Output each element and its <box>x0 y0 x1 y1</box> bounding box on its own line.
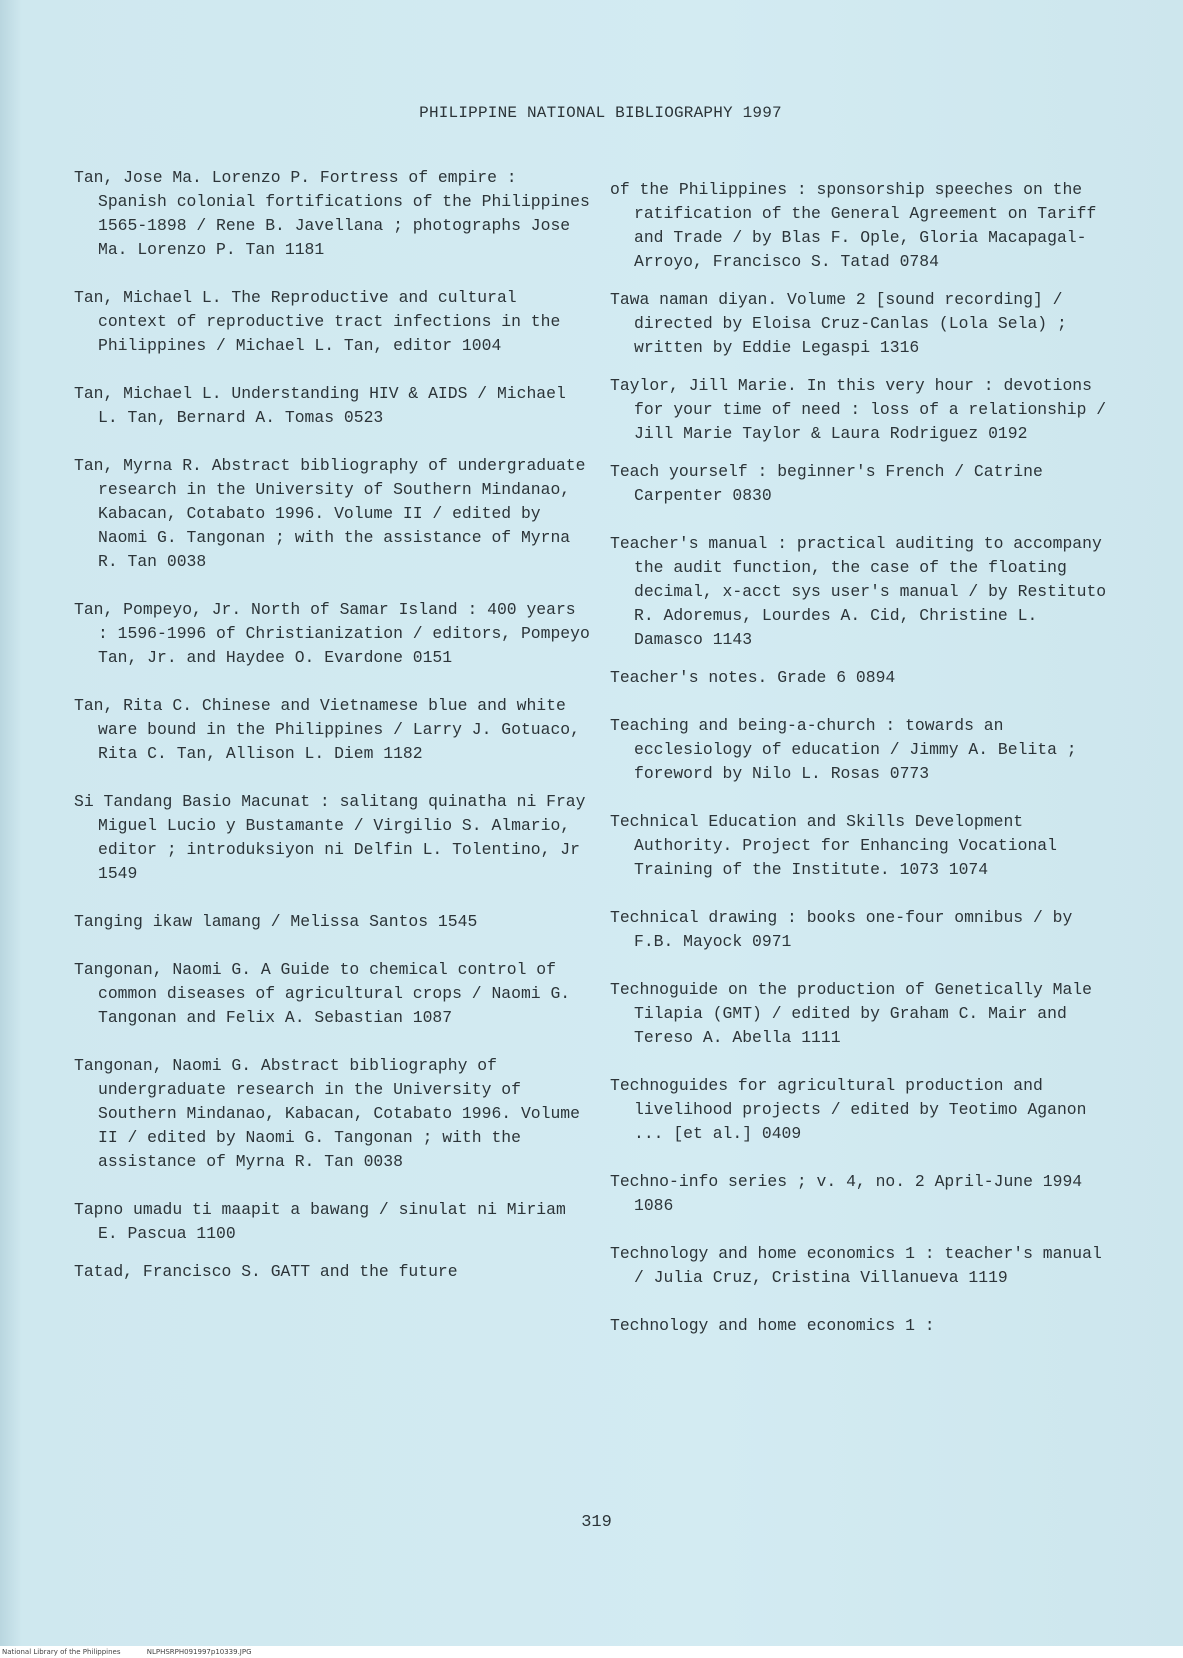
bibliography-entry: Technology and home economics 1 : <box>610 1316 935 1335</box>
bibliography-entry: Tangonan, Naomi G. Abstract bibliography of undergraduate research in the University of Southern Mindanao, Kabacan, Cotabato 1996. Volume II / edited by Naomi G. Tangonan ; with the assistance of Myrna R. Tan 0038 <box>74 1056 580 1171</box>
bibliography-entry: Technology and home economics 1 : teacher's manual / Julia Cruz, Cristina Villanueva 1119 <box>610 1244 1102 1287</box>
file-id: NLPHSRPH091997p10339.JPG <box>146 1648 252 1656</box>
bibliography-entry: Teaching and being-a-church : towards an ecclesiology of education / Jimmy A. Belita ; foreword by Nilo L. Rosas 0773 <box>610 716 1077 783</box>
bibliography-entry: Teacher's manual : practical auditing to accompany the audit function, the case of the floating decimal, x-acct sys user's manual / by Restituto R. Adoremus, Lourdes A. Cid, Christine L. Damasco 1143 <box>610 534 1107 649</box>
scan-footer <box>0 1646 1183 1658</box>
bibliography-entry: Technical Education and Skills Development Authority. Project for Enhancing Vocational Training of the Institute. 1073 1074 <box>610 812 1057 879</box>
right-column <box>610 178 1110 1362</box>
bibliography-entry: of the Philippines : sponsorship speeches on the ratification of the General Agreement on Tariff and Trade / by Blas F. Ople, Gloria Macapagal-Arroyo, Francisco S. Tatad 0784 <box>610 180 1097 271</box>
bibliography-entry: Tangonan, Naomi G. A Guide to chemical control of common diseases of agricultural crops / Naomi G. Tangonan and Felix A. Sebastian 1087 <box>74 960 571 1027</box>
page-title: PHILIPPINE NATIONAL BIBLIOGRAPHY 1997 <box>419 104 782 122</box>
bibliography-entry: Si Tandang Basio Macunat : salitang quinatha ni Fray Miguel Lucio y Bustamante / Virgilio S. Almario, editor ; introduksiyon ni Delfin L. Tolentino, Jr 1549 <box>74 792 586 883</box>
bibliography-entry: Taylor, Jill Marie. In this very hour : devotions for your time of need : loss of a relationship / Jill Marie Taylor & Laura Rodriguez 0192 <box>610 376 1107 443</box>
left-column <box>74 166 594 1308</box>
bibliography-entry: Technoguides for agricultural production and livelihood projects / edited by Teotimo Aganon ... [et al.] 0409 <box>610 1076 1087 1143</box>
bibliography-entry: Teacher's notes. Grade 6 0894 <box>610 668 896 687</box>
bibliography-entry: Tan, Michael L. Understanding HIV & AIDS / Michael L. Tan, Bernard A. Tomas 0523 <box>74 384 566 427</box>
bibliography-entry: Tanging ikaw lamang / Melissa Santos 1545 <box>74 912 478 931</box>
bibliography-entry: Tan, Michael L. The Reproductive and cultural context of reproductive tract infections in the Philippines / Michael L. Tan, editor 1004 <box>74 288 561 355</box>
bibliography-entry: Tan, Myrna R. Abstract bibliography of undergraduate research in the University of Southern Mindanao, Kabacan, Cotabato 1996. Volume II / edited by Naomi G. Tangonan ; with the assistance of Myrna R. Tan 0038 <box>74 456 586 571</box>
bibliography-entry: Tan, Rita C. Chinese and Vietnamese blue and white ware bound in the Philippines / Larry J. Gotuaco, Rita C. Tan, Allison L. Diem 1182 <box>74 696 580 763</box>
bibliography-entry: Tapno umadu ti maapit a bawang / sinulat ni Miriam E. Pascua 1100 <box>74 1200 566 1243</box>
bibliography-entry: Tan, Pompeyo, Jr. North of Samar Island : 400 years : 1596-1996 of Christianization / editors, Pompeyo Tan, Jr. and Haydee O. Evardone 0151 <box>74 600 590 667</box>
library-credit: National Library of the Philippines <box>2 1648 121 1656</box>
bibliography-entry: Technical drawing : books one-four omnibus / by F.B. Mayock 0971 <box>610 908 1073 951</box>
bibliography-entry: Tan, Jose Ma. Lorenzo P. Fortress of empire : Spanish colonial fortifications of the Philippines 1565-1898 / Rene B. Javellana ; photographs Jose Ma. Lorenzo P. Tan 1181 <box>74 168 590 259</box>
bibliography-entry: Technoguide on the production of Genetically Male Tilapia (GMT) / edited by Graham C. Mair and Tereso A. Abella 1111 <box>610 980 1092 1047</box>
bibliography-entry: Tawa naman diyan. Volume 2 [sound recording] / directed by Eloisa Cruz-Canlas (Lola Sela) ; written by Eddie Legaspi 1316 <box>610 290 1067 357</box>
page-number: 319 <box>581 1513 612 1532</box>
bibliography-entry: Teach yourself : beginner's French / Catrine Carpenter 0830 <box>610 462 1043 505</box>
bibliography-entry: Techno-info series ; v. 4, no. 2 April-June 1994 1086 <box>610 1172 1083 1215</box>
bibliography-entry: Tatad, Francisco S. GATT and the future <box>74 1262 458 1281</box>
